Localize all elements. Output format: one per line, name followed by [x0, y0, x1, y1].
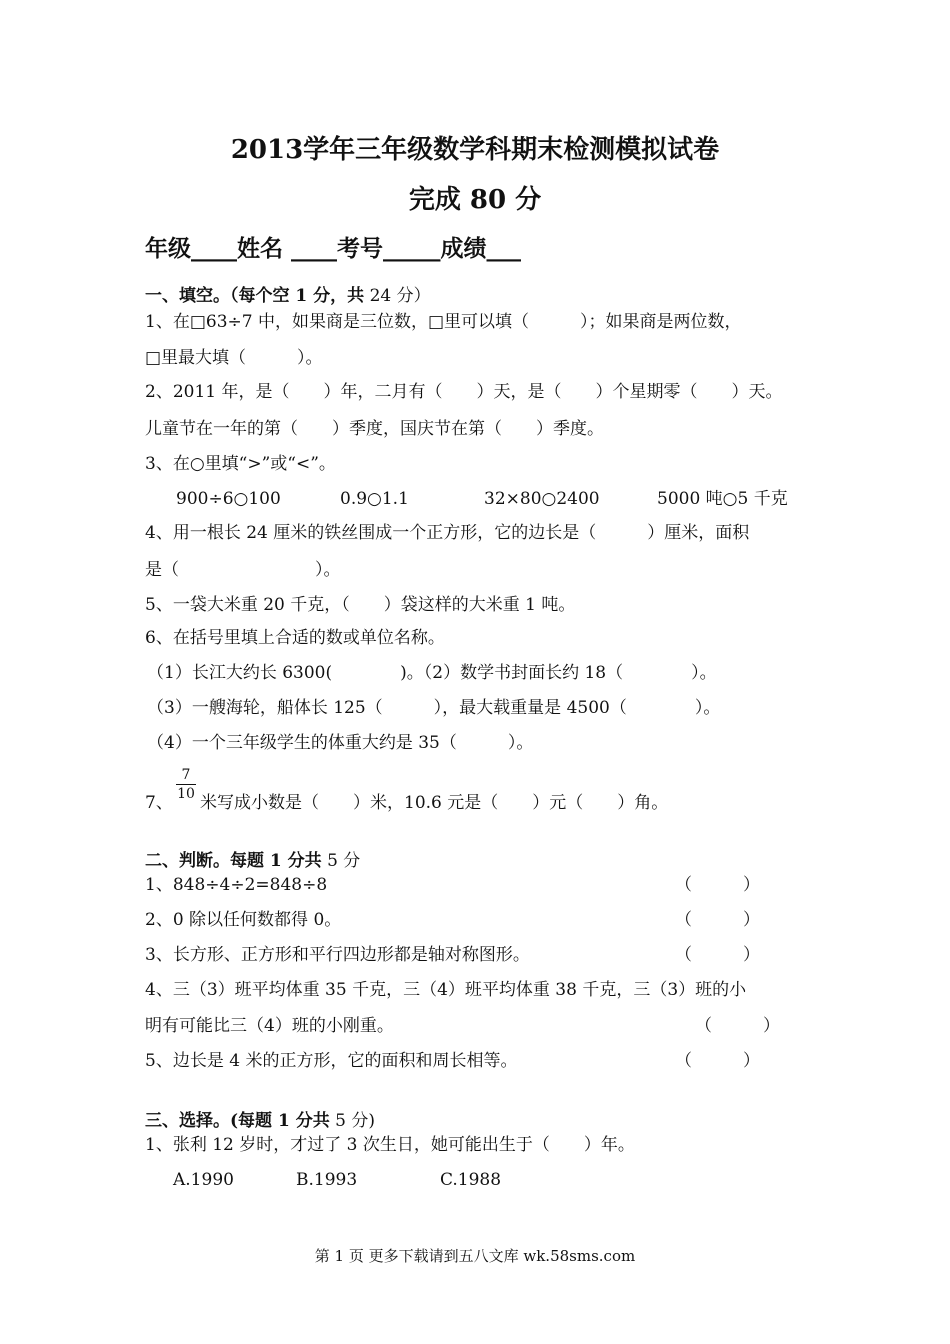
- judge-item-text: 明有可能比三（4）班的小刚重。: [145, 1016, 394, 1036]
- question-line: 1、在□63÷7 中，如果商是三位数，□里可以填（ ）；如果商是两位数，: [145, 312, 742, 332]
- question-line: 米写成小数是（ ）米，10.6 元是（ ）元（ ）角。: [200, 793, 669, 813]
- question-line: □里最大填（ ）。: [145, 348, 323, 368]
- judge-item-text: 4、三（3）班平均体重 35 千克，三（4）班平均体重 38 千克，三（3）班的小: [145, 980, 747, 1000]
- fraction-seven-tenths: [176, 767, 196, 802]
- section3-heading-rest: 5 分): [329, 1111, 375, 1131]
- fraction-denominator: 10: [177, 786, 195, 802]
- question-line: （1）长江大约长 6300( )。（2）数学书封面长约 18（ ）。: [147, 663, 717, 683]
- section3-heading: [145, 1110, 375, 1132]
- section2-heading: [145, 850, 360, 872]
- fraction-numerator: 7: [181, 767, 191, 783]
- section1-heading: [145, 285, 431, 307]
- judge-answer-blank: （ ）: [675, 910, 760, 930]
- section2-heading-bold: 二、判断。每题 1 分共: [145, 851, 322, 871]
- student-info-line: 年级____姓名 ____考号_____成绩___: [145, 235, 522, 262]
- exam-subtitle: 完成 80 分: [408, 185, 542, 215]
- section1-heading-rest: 24 分）: [364, 286, 431, 306]
- page-footer: 第 1 页 更多下载请到五八文库 wk.58sms.com: [314, 1247, 636, 1265]
- fraction-bar: [176, 784, 196, 785]
- question-line: （4）一个三年级学生的体重大约是 35（ ）。: [147, 733, 534, 753]
- compare-item: 5000 吨○5 千克: [657, 489, 788, 509]
- judge-answer-blank: （ ）: [675, 875, 760, 895]
- choice-option-c: C.1988: [440, 1170, 502, 1190]
- judge-item-text: 2、0 除以任何数都得 0。: [145, 910, 342, 930]
- exam-title: 2013学年三年级数学科期末检测模拟试卷: [230, 135, 720, 165]
- question-number: 7、: [145, 793, 173, 813]
- question-line: 儿童节在一年的第（ ）季度，国庆节在第（ ）季度。: [145, 419, 604, 439]
- compare-item: 0.9○1.1: [340, 489, 409, 509]
- judge-answer-blank: （ ）: [695, 1016, 780, 1036]
- section2-heading-rest: 5 分: [321, 851, 361, 871]
- judge-item-text: 1、848÷4÷2=848÷8: [145, 875, 328, 895]
- question-line: 6、在括号里填上合适的数或单位名称。: [145, 628, 445, 648]
- choice-option-b: B.1993: [296, 1170, 358, 1190]
- section1-heading-bold: 一、填空。（每个空 1 分，共: [145, 286, 365, 306]
- question-line: 4、用一根长 24 厘米的铁丝围成一个正方形，它的边长是（ ）厘米，面积: [145, 523, 750, 543]
- judge-item-text: 5、边长是 4 米的正方形，它的面积和周长相等。: [145, 1051, 518, 1071]
- judge-answer-blank: （ ）: [675, 945, 760, 965]
- question-line: 2、2011 年，是（ ）年，二月有（ ）天，是（ ）个星期零（ ）天。: [145, 382, 783, 402]
- judge-answer-blank: （ ）: [675, 1051, 760, 1071]
- compare-item: 900÷6○100: [176, 489, 281, 509]
- choice-question: 1、张利 12 岁时，才过了 3 次生日，她可能出生于（ ）年。: [145, 1135, 635, 1155]
- question-line: （3）一艘海轮，船体长 125（ ），最大载重量是 4500（ ）。: [147, 698, 721, 718]
- question-line: 3、在○里填“>”或“<”。: [145, 454, 336, 474]
- judge-item-text: 3、长方形、正方形和平行四边形都是轴对称图形。: [145, 945, 530, 965]
- question-line: 是（ ）。: [145, 560, 341, 580]
- question-line: 5、一袋大米重 20 千克，（ ）袋这样的大米重 1 吨。: [145, 595, 576, 615]
- choice-option-a: A.1990: [173, 1170, 234, 1190]
- compare-item: 32×80○2400: [484, 489, 600, 509]
- section3-heading-bold: 三、选择。(每题 1 分共: [145, 1111, 330, 1131]
